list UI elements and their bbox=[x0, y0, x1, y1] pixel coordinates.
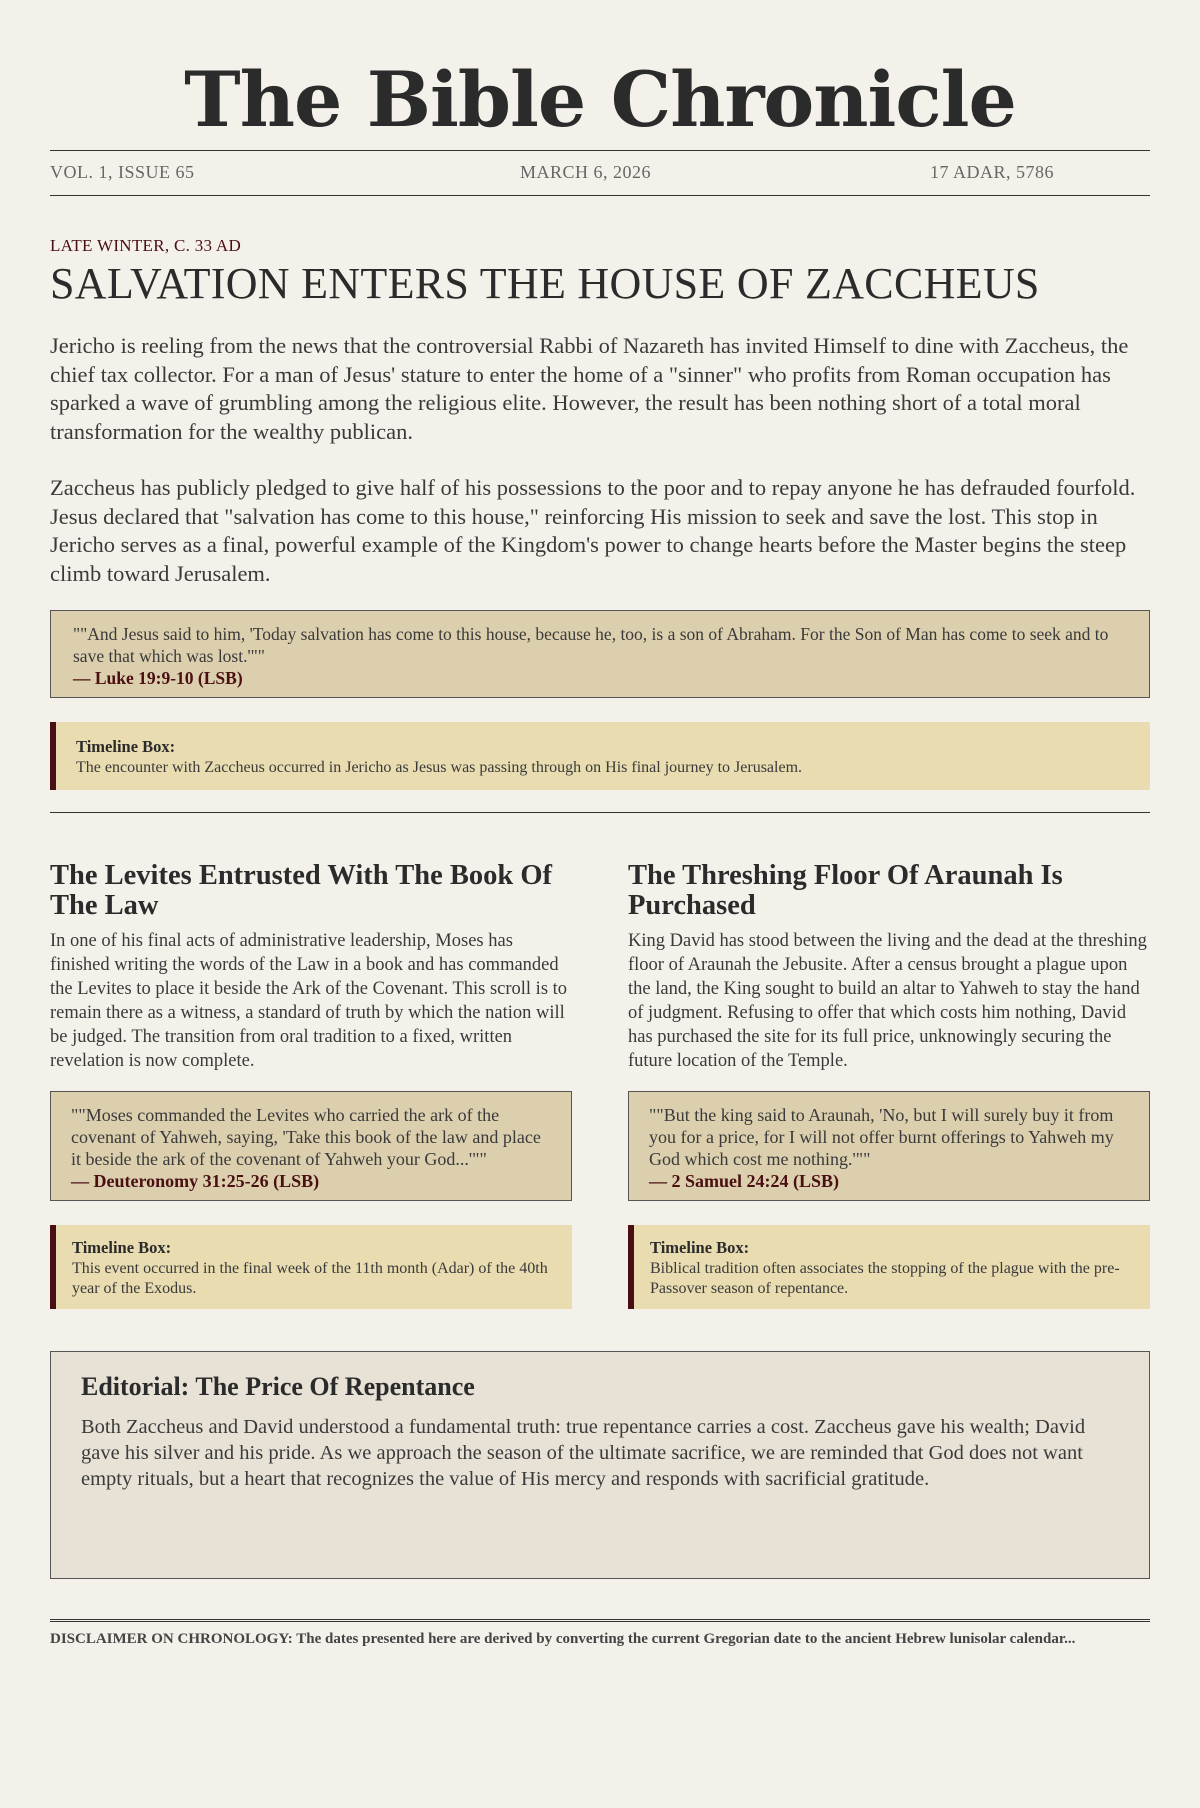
hebrew-date: 17 ADAR, 5786 bbox=[930, 162, 1055, 182]
lead-scripture-quote bbox=[50, 610, 1150, 698]
editorial-text: Both Zaccheus and David understood a fundamental truth: true repentance carries a cost. Zaccheus gave his wealth; David gave his silver and his pride. As we approach the season of the ultimate sacrifice, we are reminded that God does not want empty rituals, but a heart that recognizes the value of His mercy and responds with sacrificial gratitude. bbox=[81, 1416, 1086, 1490]
article-timeline-box bbox=[628, 1225, 1150, 1309]
quote-text: ""And Jesus said to him, 'Today salvation has come to this house, because he, too, is a son of Abraham. For the Son of Man has come to seek and to save that which was lost.'"" bbox=[73, 624, 1109, 666]
quote-citation: — 2 Samuel 24:24 (LSB) bbox=[649, 1171, 840, 1191]
article-paragraph: In one of his final acts of administrative leadership, Moses has finished writing the words of the Law in a book and has commanded the Levites to place it beside the Ark of the Covenant. This scroll is to remain there as a witness, a standard of truth by which the nation will be judged. The transition from oral tradition to a fixed, written revelation is now complete. bbox=[50, 931, 568, 1071]
article-timeline-box bbox=[50, 1225, 572, 1309]
volume-issue: VOL. 1, ISSUE 65 bbox=[50, 162, 195, 182]
article-scripture-quote bbox=[50, 1091, 572, 1201]
issue-date: MARCH 6, 2026 bbox=[520, 162, 652, 182]
timeline-title: Timeline Box: bbox=[650, 1238, 750, 1257]
timeline-text: The encounter with Zaccheus occurred in Jericho as Jesus was passing through on His final journey to Jerusalem. bbox=[76, 759, 803, 776]
lead-headline: SALVATION ENTERS THE HOUSE OF ZACCHEUS bbox=[50, 259, 1040, 308]
quote-text: ""Moses commanded the Levites who carried the ark of the covenant of Yahweh, saying, 'Take this book of the law and place it beside the ark of the covenant of Yahweh your God...'"" bbox=[71, 1105, 541, 1169]
section-divider bbox=[50, 812, 1150, 813]
masthead-title: The Bible Chronicle bbox=[184, 55, 1016, 144]
article-headline: The Threshing Floor Of Araunah Is Purchased bbox=[628, 860, 1063, 921]
editorial-box bbox=[50, 1351, 1150, 1579]
article-scripture-quote bbox=[628, 1091, 1150, 1201]
lead-kicker: LATE WINTER, C. 33 AD bbox=[50, 236, 242, 255]
timeline-text: Biblical tradition often associates the stopping of the plague with the pre-Passover season of repentance. bbox=[650, 1260, 1120, 1297]
timeline-title: Timeline Box: bbox=[76, 737, 176, 756]
masthead-bar bbox=[50, 150, 1150, 196]
quote-citation: — Deuteronomy 31:25-26 (LSB) bbox=[71, 1171, 320, 1191]
lead-paragraph-2: Zaccheus has publicly pledged to give half of his possessions to the poor and to repay anyone he has defrauded fourfold. Jesus declared that "salvation has come to this house," reinforcing His mission to seek and save the lost. This stop in Jericho serves as a final, powerful example of the Kingdom's power to change hearts before the Master begins the steep climb toward Jerusalem. bbox=[50, 475, 1136, 586]
article-levites bbox=[50, 861, 572, 1309]
article-araunah bbox=[628, 861, 1150, 1309]
chronology-disclaimer: DISCLAIMER ON CHRONOLOGY: The dates presented here are derived by converting the current Gregorian date to the ancient Hebrew lunisolar calendar... bbox=[50, 1619, 1150, 1648]
lead-paragraph-1: Jericho is reeling from the news that the controversial Rabbi of Nazareth has invited Himself to dine with Zaccheus, the chief tax collector. For a man of Jesus' stature to enter the home of a "sinner" who profits from Roman occupation has sparked a wave of grumbling among the religious elite. However, the result has been nothing short of a total moral transformation for the wealthy publican. bbox=[50, 333, 1129, 444]
editorial-title: Editorial: The Price Of Repentance bbox=[81, 1372, 475, 1401]
article-headline: The Levites Entrusted With The Book Of The Law bbox=[50, 860, 552, 921]
article-paragraph: King David has stood between the living and the dead at the threshing floor of Araunah the Jebusite. After a census brought a plague upon the land, the King sought to build an altar to Yahweh to stay the hand of judgment. Refusing to offer that which costs him nothing, David has purchased the site for its full price, unknowingly securing the future location of the Temple. bbox=[628, 931, 1147, 1071]
lead-article bbox=[50, 236, 1150, 790]
quote-text: ""But the king said to Araunah, 'No, but I will surely buy it from you for a price, for I will not offer burnt offerings to Yahweh my God which cost me nothing.'"" bbox=[649, 1105, 1114, 1169]
timeline-title: Timeline Box: bbox=[72, 1238, 172, 1257]
quote-citation: — Luke 19:9-10 (LSB) bbox=[73, 668, 243, 688]
newspaper-page bbox=[50, 0, 1150, 1648]
lead-timeline-box bbox=[50, 722, 1150, 790]
secondary-articles bbox=[50, 861, 1150, 1309]
timeline-text: This event occurred in the final week of the 11th month (Adar) of the 40th year of the Exodus. bbox=[72, 1260, 548, 1297]
